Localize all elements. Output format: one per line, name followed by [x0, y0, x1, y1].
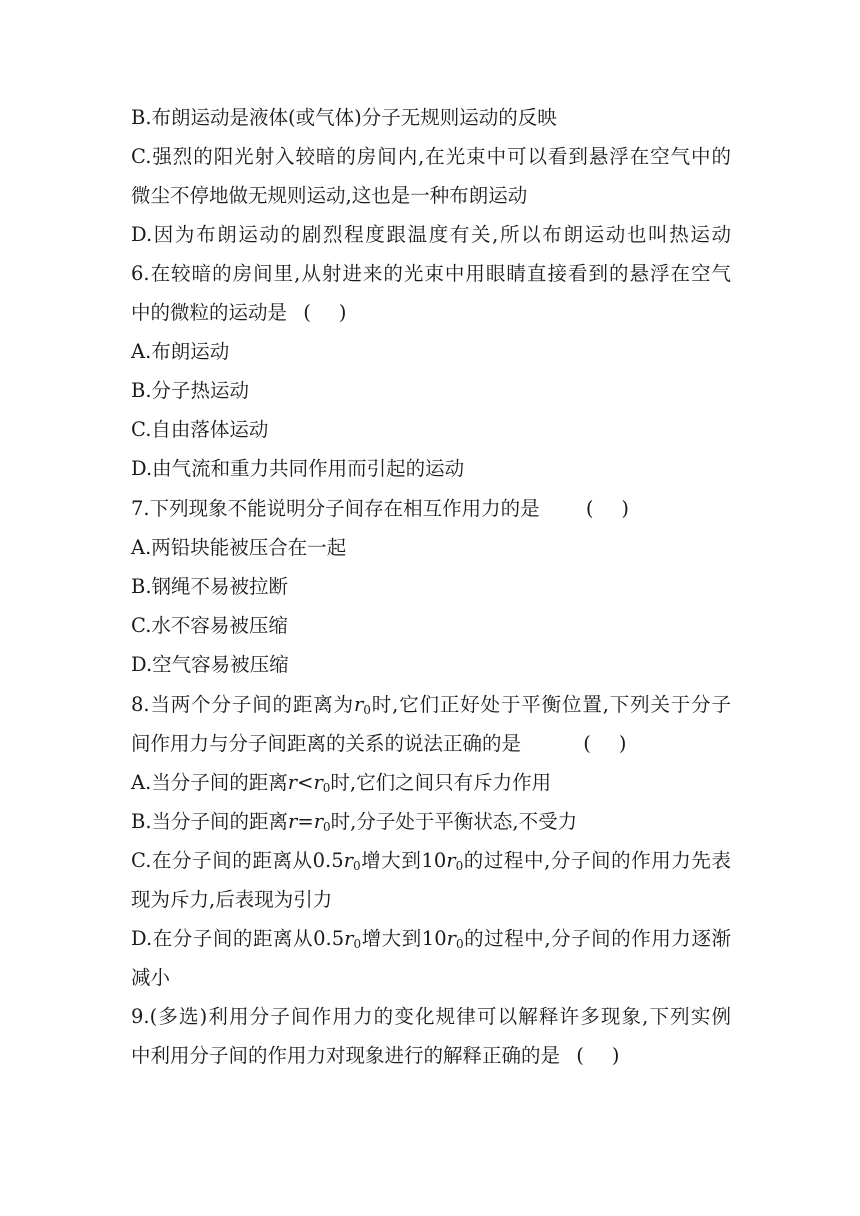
q8-option-d-cont: 减小 [131, 966, 171, 989]
q5-option-b: B.布朗运动是液体(或气体)分子无规则运动的反映 [131, 106, 557, 129]
q8-option-c-cont: 现为斥力,后表现为引力 [131, 888, 333, 911]
answer-paren: ( ) [303, 301, 347, 324]
q5-option-c: C.强烈的阳光射入较暗的房间内,在光束中可以看到悬浮在空气中的 [131, 145, 731, 168]
q9-stem-cont: 中利用分子间的作用力对现象进行的解释正确的是 ( ) [131, 1044, 620, 1067]
q6-option-b: B.分子热运动 [131, 379, 250, 402]
q8-option-a: A.当分子间的距离$r<r_0$时,它们之间只有斥力作用 [131, 771, 552, 795]
q5-option-c-cont: 微尘不停地做无规则运动,这也是一种布朗运动 [131, 184, 528, 207]
q6-option-c: C.自由落体运动 [131, 418, 269, 441]
q9-stem: 9.(多选)利用分子间作用力的变化规律可以解释许多现象,下列实例 [131, 1005, 731, 1028]
q8-option-c: C.在分子间的距离从$0.5r_0$增大到$10r_0$的过程中,分子间的作用力先表 [131, 849, 731, 873]
answer-paren: ( ) [583, 732, 627, 755]
q8-option-b: B.当分子间的距离$r=r_0$时,分子处于平衡状态,不受力 [131, 810, 578, 834]
q7-option-c: C.水不容易被压缩 [131, 614, 288, 637]
q8-stem: 8.当两个分子间的距离为$r_0$时,它们正好处于平衡位置,下列关于分子 [131, 693, 731, 717]
q8-stem-cont: 间作用力与分子间距离的关系的说法正确的是 ( ) [131, 732, 627, 755]
q5-option-d: D.因为布朗运动的剧烈程度跟温度有关,所以布朗运动也叫热运动 [131, 223, 731, 246]
q6-option-d: D.由气流和重力共同作用而引起的运动 [131, 457, 465, 480]
q8-option-d: D.在分子间的距离从$0.5r_0$增大到$10r_0$的过程中,分子间的作用力逐渐 [131, 927, 731, 951]
answer-paren: ( ) [576, 1044, 620, 1067]
q6-stem-cont: 中的微粒的运动是 ( ) [131, 301, 347, 324]
answer-paren: ( ) [585, 497, 630, 520]
q6-option-a: A.布朗运动 [131, 340, 230, 363]
q7-option-b: B.钢绳不易被拉断 [131, 575, 289, 598]
q7-stem: 7.下列现象不能说明分子间存在相互作用力的是 ( ) [131, 497, 630, 520]
q6-stem: 6.在较暗的房间里,从射进来的光束中用眼睛直接看到的悬浮在空气 [131, 262, 731, 285]
q7-option-a: A.两铅块能被压合在一起 [131, 536, 347, 559]
q7-option-d: D.空气容易被压缩 [131, 653, 289, 676]
